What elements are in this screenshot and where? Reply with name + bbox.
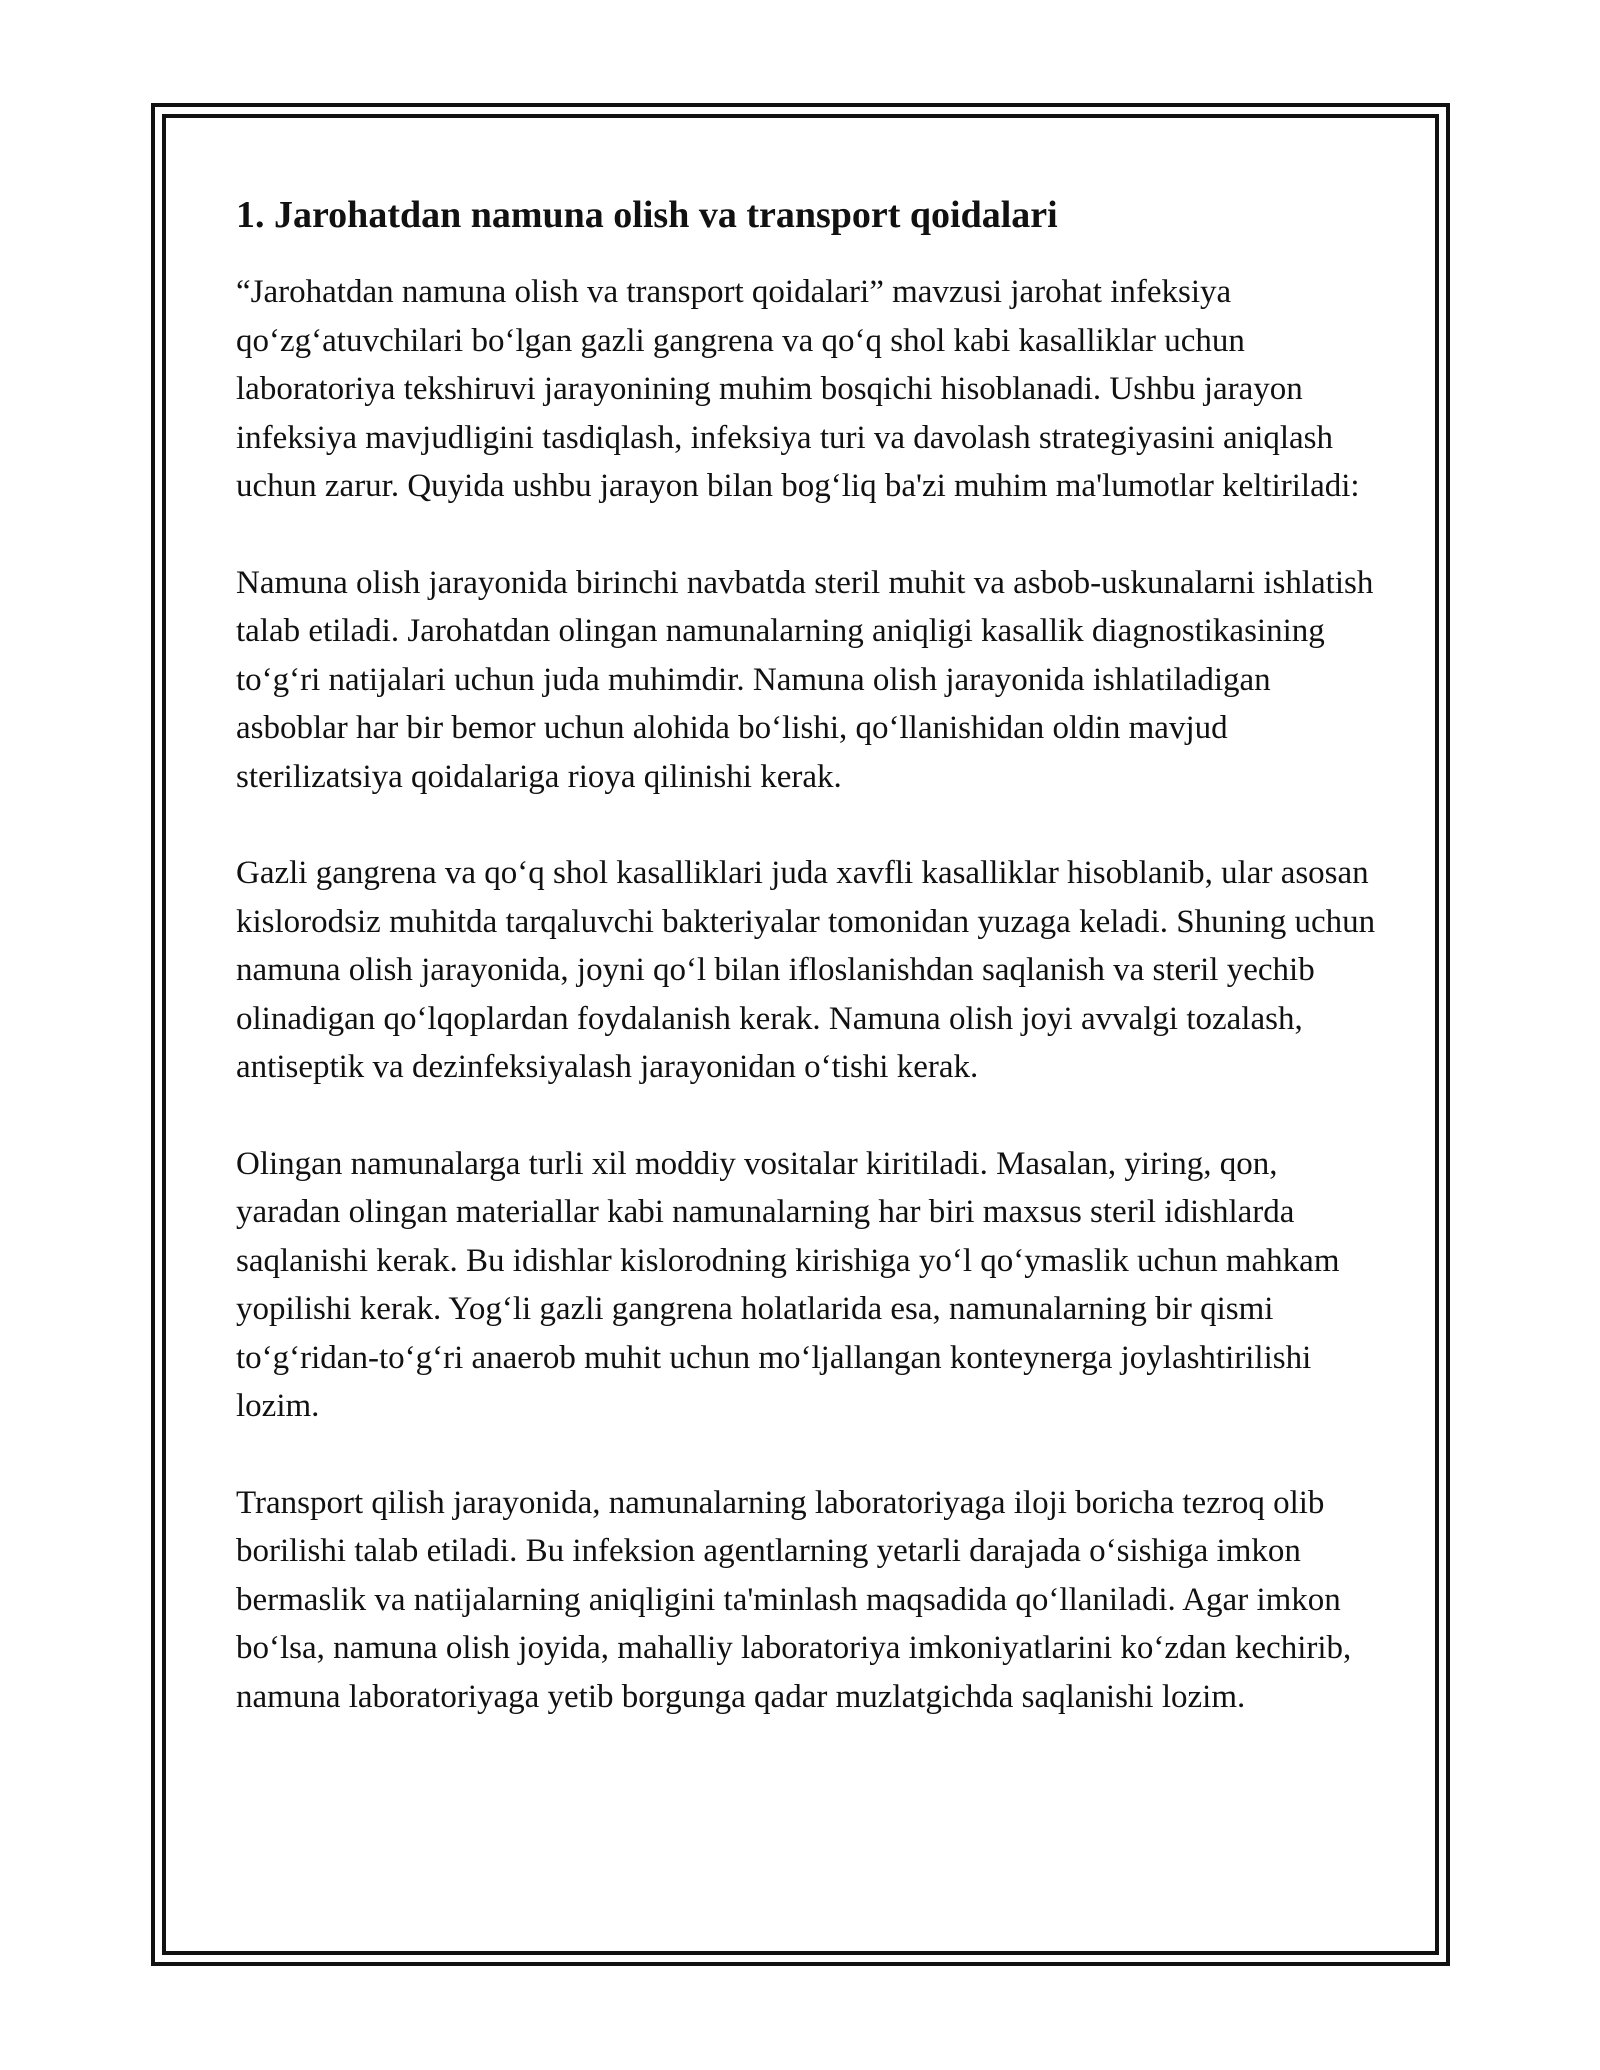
paragraph-containers: Olingan namunalarga turli xil moddiy vositalar kiritiladi. Masalan, yiring, qon, yaradan olingan materiallar kabi namunalarning har biri maxsus steril idishlarda saqlanishi kerak. Bu idishlar kislorodning kirishiga yo‘l qo‘ymaslik uchun mahkam yopilishi kerak. Yog‘li gazli gangrena holatlarida esa, namunalarning bir qismi to‘g‘ridan-to‘g‘ri anaerob muhit uchun mo‘ljallangan konteynerga joylashtirilishi lozim.	[236, 1145, 1340, 1424]
document-body	[236, 188, 1386, 1769]
paragraph-transport: Transport qilish jarayonida, namunalarning laboratoriyaga iloji boricha tezroq olib borilishi talab etiladi. Bu infeksion agentlarning yetarli darajada o‘sishiga imkon bermaslik va natijalarning aniqligini ta'minlash maqsadida qo‘llaniladi. Agar imkon bo‘lsa, namuna olish joyida, mahalliy laboratoriya imkoniyatlarini ko‘zdan kechirib, namuna laboratoriyaga yetib borgunga qadar muzlatgichda saqlanishi lozim.	[236, 1484, 1352, 1715]
paragraph-sampling: Namuna olish jarayonida birinchi navbatda steril muhit va asbob-uskunalarni ishlatish talab etiladi. Jarohatdan olingan namunalarning aniqligi kasallik diagnostikasining to‘g‘ri natijalari uchun juda muhimdir. Namuna olish jarayonida ishlatiladigan asboblar har bir bemor uchun alohida bo‘lishi, qo‘llanishidan oldin mavjud sterilizatsiya qoidalariga rioya qilinishi kerak.	[236, 564, 1374, 795]
paragraph-intro: “Jarohatdan namuna olish va transport qoidalari” mavzusi jarohat infeksiya qo‘zg‘atuvchilari bo‘lgan gazli gangrena va qo‘q shol kabi kasalliklar uchun laboratoriya tekshiruvi jarayonining muhim bosqichi hisoblanadi. Ushbu jarayon infeksiya mavjudligini tasdiqlash, infeksiya turi va davolash strategiyasini aniqlash uchun zarur. Quyida ushbu jarayon bilan bog‘liq ba'zi muhim ma'lumotlar keltiriladi:	[236, 274, 1360, 504]
section-heading: 1. Jarohatdan namuna olish va transport qoidalari	[236, 194, 1058, 236]
paragraph-gangrene: Gazli gangrena va qo‘q shol kasalliklari juda xavfli kasalliklar hisoblanib, ular asosan kislorodsiz muhitda tarqaluvchi bakteriyalar tomonidan yuzaga keladi. Shuning uchun namuna olish jarayonida, joyni qo‘l bilan ifloslanishdan saqlanish va steril yechib olinadigan qo‘lqoplardan foydalanish kerak. Namuna olish joyi avvalgi tozalash, antiseptik va dezinfeksiyalash jarayonidan o‘tishi kerak.	[236, 855, 1376, 1085]
